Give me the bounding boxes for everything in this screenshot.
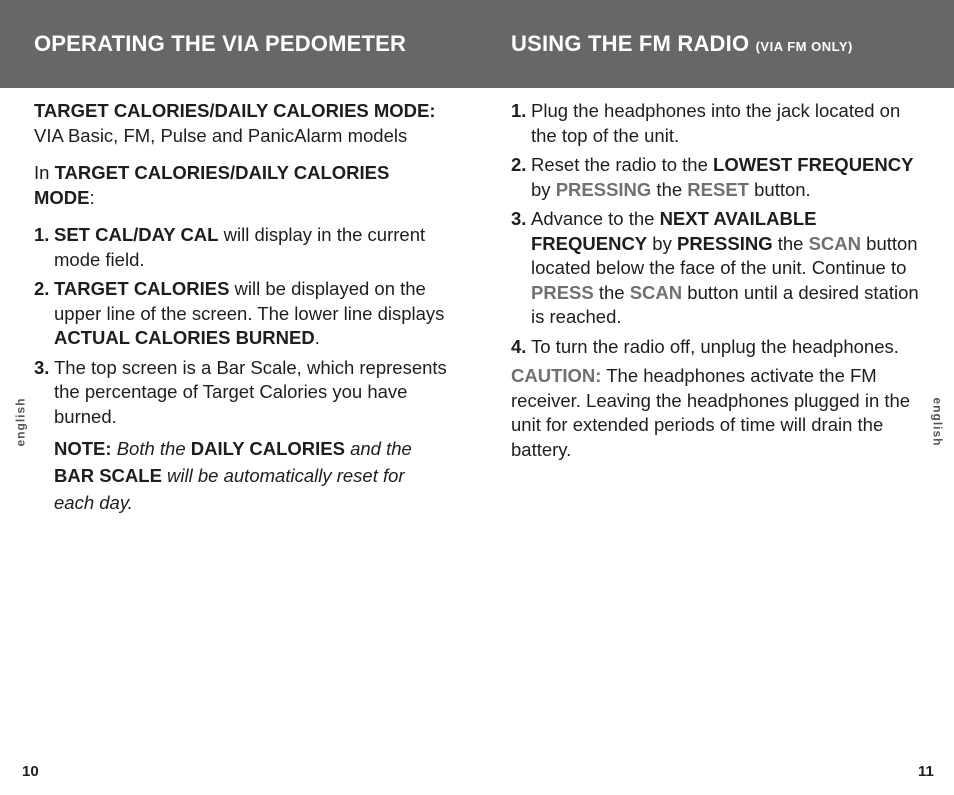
left-column: [34, 99, 448, 516]
note-block: NOTE: Both the DAILY CALORIES and the BAR SCALE will be automatically reset for each day.: [54, 438, 412, 513]
caution-paragraph: CAUTION: The headphones activate the FM receiver. Leaving the headphones plugged in the unit for extended periods of time will drain the battery.: [511, 365, 911, 460]
models-line: VIA Basic, FM, Pulse and PanicAlarm models: [34, 124, 408, 146]
right-step-4: 4. To turn the radio off, unplug the headphones.: [511, 335, 899, 357]
right-step-1: 1. Plug the headphones into the jack located on the top of the unit.: [511, 100, 901, 146]
left-step-1: 1. SET CAL/DAY CAL will display in the current mode field.: [34, 224, 426, 270]
intro-paragraph: In TARGET CALORIES/DAILY CALORIES MODE:: [34, 162, 390, 208]
right-column: [511, 99, 923, 462]
right-step-3: 3. Advance to the NEXT AVAILABLE FREQUENCY by PRESSING the SCAN button located below the face of the unit. Continue to PRESS the SCAN button until a desired station is reached.: [511, 208, 919, 327]
right-page-title: [511, 31, 853, 57]
right-title-main: USING THE FM RADIO: [511, 31, 750, 56]
left-page-title: OPERATING THE VIA PEDOMETER: [34, 31, 407, 56]
left-step-3: 3. The top screen is a Bar Scale, which represents the percentage of Target Calories you have burned.: [34, 356, 447, 427]
right-page-number: 11: [918, 763, 934, 780]
right-title-note: (VIA FM ONLY): [755, 39, 853, 54]
header-bar: [0, 0, 954, 88]
right-step-2: 2. Reset the radio to the LOWEST FREQUENCY by PRESSING the RESET button.: [511, 154, 914, 200]
right-side-language-label: english: [930, 397, 945, 447]
left-step-2: 2. TARGET CALORIES will be displayed on the upper line of the screen. The lower line displays ACTUAL CALORIES BURNED.: [34, 278, 445, 348]
left-side-language-label: english: [13, 397, 28, 447]
mode-heading: TARGET CALORIES/DAILY CALORIES MODE:: [34, 100, 436, 121]
left-page-number: 10: [22, 763, 39, 780]
